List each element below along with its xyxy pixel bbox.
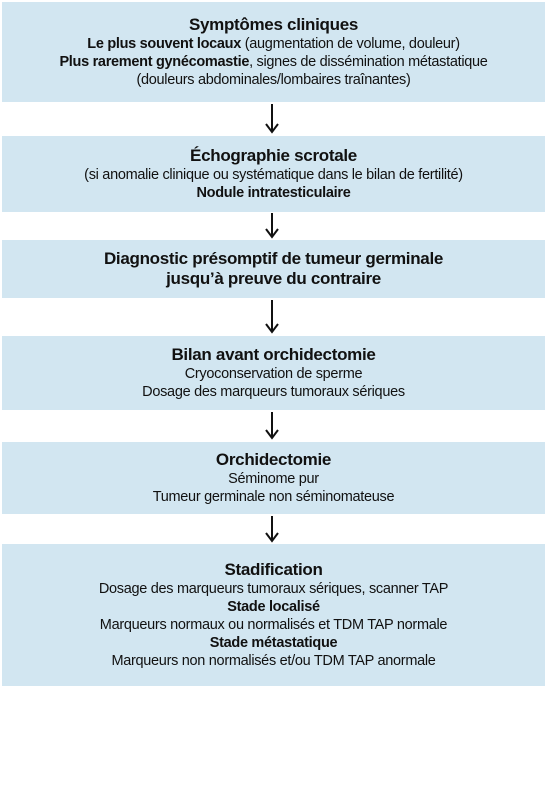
box-title: Stadification xyxy=(224,560,323,579)
down-arrow-icon xyxy=(262,300,282,334)
box-clinical-symptoms xyxy=(2,2,545,102)
box-line xyxy=(8,383,539,401)
down-arrow-icon xyxy=(262,213,282,239)
box-line-text: Séminome pur xyxy=(228,471,319,487)
box-line xyxy=(8,580,539,598)
box-title: Bilan avant orchidectomie xyxy=(171,345,376,364)
box-orchiectomy xyxy=(2,442,545,514)
box-line xyxy=(8,35,539,53)
box-line-text: (augmentation de volume, douleur) xyxy=(241,36,460,52)
box-scrotal-ultrasound xyxy=(2,136,545,212)
box-line xyxy=(8,53,539,71)
box-line xyxy=(8,634,539,652)
box-line-text: (douleurs abdominales/lombaires traînantes) xyxy=(136,72,411,88)
down-arrow-icon xyxy=(262,104,282,134)
box-line xyxy=(8,598,539,616)
box-title: Diagnostic présomptif de tumeur germinale xyxy=(103,249,444,268)
box-line-text: Dosage des marqueurs tumoraux sériques xyxy=(142,384,405,400)
box-line xyxy=(8,71,539,89)
box-line-text: Marqueurs non normalisés et/ou TDM TAP anormale xyxy=(111,653,436,669)
box-title: Symptômes cliniques xyxy=(188,15,359,34)
down-arrow-icon xyxy=(262,516,282,543)
box-line-text: Cryoconservation de sperme xyxy=(184,366,363,382)
box-line xyxy=(8,652,539,670)
down-arrow-icon xyxy=(262,412,282,440)
box-line-bold: Le plus souvent locaux xyxy=(87,36,242,52)
box-line xyxy=(8,365,539,383)
box-line-text: Marqueurs normaux ou normalisés et TDM TAP normale xyxy=(99,617,448,633)
box-title: Orchidectomie xyxy=(215,450,332,469)
box-line xyxy=(8,616,539,634)
box-title: Échographie scrotale xyxy=(190,146,357,165)
box-line xyxy=(8,488,539,506)
box-line-text: Tumeur germinale non séminomateuse xyxy=(152,489,395,505)
box-line-bold: Stade métastatique xyxy=(209,635,338,651)
box-title-line2: jusqu’à preuve du contraire xyxy=(166,269,381,288)
box-line xyxy=(8,166,539,184)
box-line xyxy=(8,470,539,488)
box-line xyxy=(8,184,539,202)
box-presumptive-diagnosis xyxy=(2,240,545,298)
box-pre-orchiectomy-workup xyxy=(2,336,545,410)
box-line-bold: Plus rarement gynécomastie xyxy=(59,54,250,70)
box-line-text: Dosage des marqueurs tumoraux sériques, scanner TAP xyxy=(98,581,449,597)
box-line-bold: Stade localisé xyxy=(227,599,320,615)
box-line-text: (si anomalie clinique ou systématique dans le bilan de fertilité) xyxy=(84,167,463,183)
box-staging xyxy=(2,544,545,686)
box-line-text: , signes de dissémination métastatique xyxy=(249,54,488,70)
box-line-bold: Nodule intratesticulaire xyxy=(196,185,351,201)
